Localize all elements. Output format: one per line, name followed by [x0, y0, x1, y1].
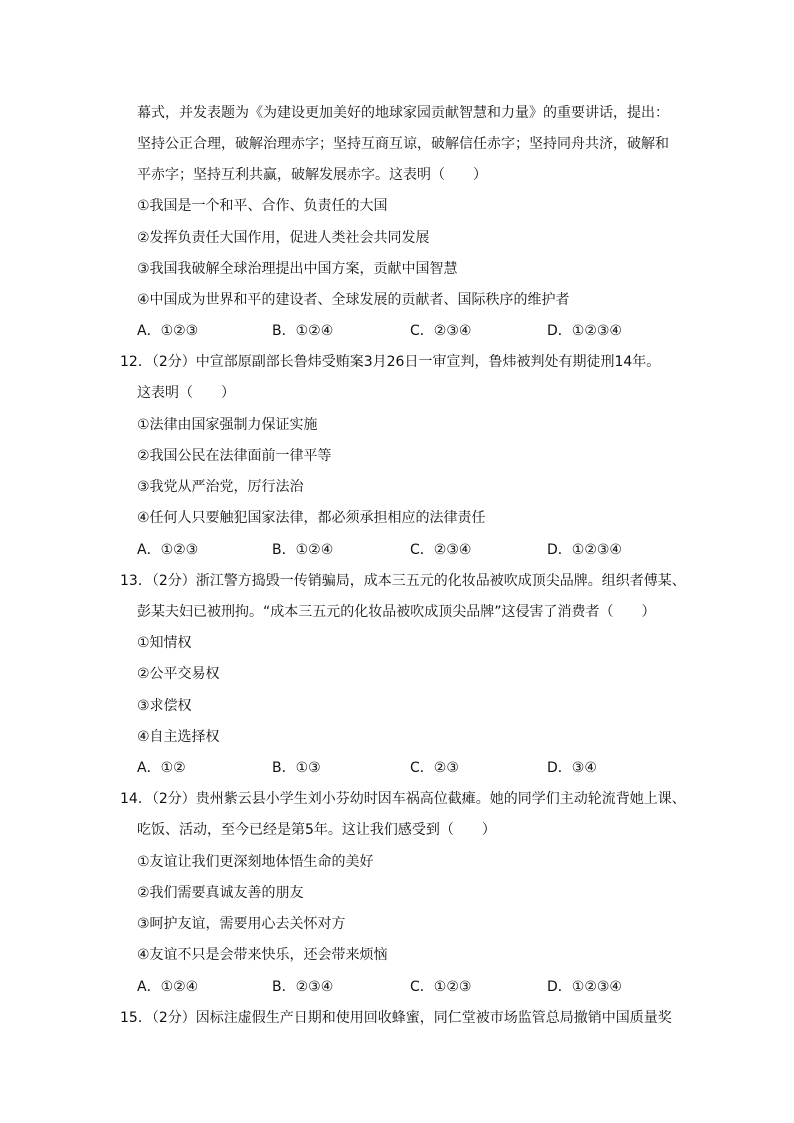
statement-item: ①友谊让我们更深刻地体悟生命的美好 — [137, 854, 374, 870]
answer-options — [137, 321, 697, 341]
statement-item: ④自主选择权 — [137, 729, 220, 745]
statement-item: ②我们需要真诚友善的朋友 — [137, 885, 304, 901]
answer-options — [137, 540, 697, 560]
question-stem-line: 12．（2分）中宣部原副部长鲁炜受贿案3月26日一审宣判，鲁炜被判处有期徒刑14年。 — [120, 354, 661, 370]
option-c[interactable]: C．②③④ — [410, 323, 472, 339]
answer-options — [137, 758, 697, 778]
statement-item: ②发挥负责任大国作用，促进人类社会共同发展 — [137, 230, 430, 246]
option-d[interactable]: D．①②③④ — [547, 542, 622, 558]
option-c[interactable]: C．②③ — [410, 760, 459, 776]
statement-item: ①知情权 — [137, 635, 192, 651]
statement-item: ③求偿权 — [137, 698, 192, 714]
option-d[interactable]: D．①②③④ — [547, 979, 622, 995]
statement-item: ④中国成为世界和平的建设者、全球发展的贡献者、国际秩序的维护者 — [137, 292, 570, 308]
option-d[interactable]: D．③④ — [547, 760, 597, 776]
statement-item: ②公平交易权 — [137, 666, 220, 682]
question-stem-line: 坚持公正合理，破解治理赤字；坚持互商互谅，破解信任赤字；坚持同舟共济，破解和 — [137, 136, 669, 152]
option-a[interactable]: A．①②④ — [137, 979, 199, 995]
statement-item: ③我党从严治党，厉行法治 — [137, 479, 304, 495]
statement-item: ④任何人只要触犯国家法律，都必须承担相应的法律责任 — [137, 510, 486, 526]
question-stem-line: 彭某夫妇已被刑拘。“成本三五元的化妆品被吹成顶尖品牌”这侵害了消费者（ ） — [137, 604, 656, 620]
question-stem-line: 14．（2分）贵州紫云县小学生刘小芬幼时因车祸高位截瘫。她的同学们主动轮流背她上课、 — [120, 791, 686, 807]
option-b[interactable]: B．①③ — [272, 760, 321, 776]
option-b[interactable]: B．①②④ — [272, 542, 334, 558]
option-d[interactable]: D．①②③④ — [547, 323, 622, 339]
question-stem-line: 这表明（ ） — [137, 385, 235, 401]
question-stem-line: 15．（2分）因标注虚假生产日期和使用回收蜂蜜，同仁堂被市场监管总局撤销中国质量奖 — [120, 1010, 672, 1026]
option-b[interactable]: B．②③④ — [272, 979, 334, 995]
option-a[interactable]: A．①② — [137, 760, 186, 776]
statement-item: ②我国公民在法律面前一律平等 — [137, 448, 332, 464]
answer-options — [137, 977, 697, 997]
question-stem-line: 平赤字；坚持互利共赢，破解发展赤字。这表明（ ） — [137, 167, 487, 183]
option-c[interactable]: C．②③④ — [410, 542, 472, 558]
statement-item: ①我国是一个和平、合作、负责任的大国 — [137, 198, 388, 214]
statement-item: ①法律由国家强制力保证实施 — [137, 417, 318, 433]
statement-item: ③我国我破解全球治理提出中国方案，贡献中国智慧 — [137, 261, 458, 277]
question-stem-line: 幕式，并发表题为《为建设更加美好的地球家园贡献智慧和力量》的重要讲话，提出： — [137, 105, 669, 121]
statement-item: ④友谊不只是会带来快乐，还会带来烦恼 — [137, 947, 388, 963]
option-c[interactable]: C．①②③ — [410, 979, 472, 995]
option-a[interactable]: A．①②③ — [137, 323, 199, 339]
option-a[interactable]: A．①②③ — [137, 542, 199, 558]
option-b[interactable]: B．①②④ — [272, 323, 334, 339]
question-stem-line: 13．（2分）浙江警方捣毁一传销骗局，成本三五元的化妆品被吹成顶尖品牌。组织者傅某、 — [120, 573, 686, 589]
statement-item: ③呵护友谊，需要用心去关怀对方 — [137, 916, 346, 932]
question-stem-line: 吃饭、活动，至今已经是第5年。这让我们感受到（ ） — [137, 822, 496, 838]
